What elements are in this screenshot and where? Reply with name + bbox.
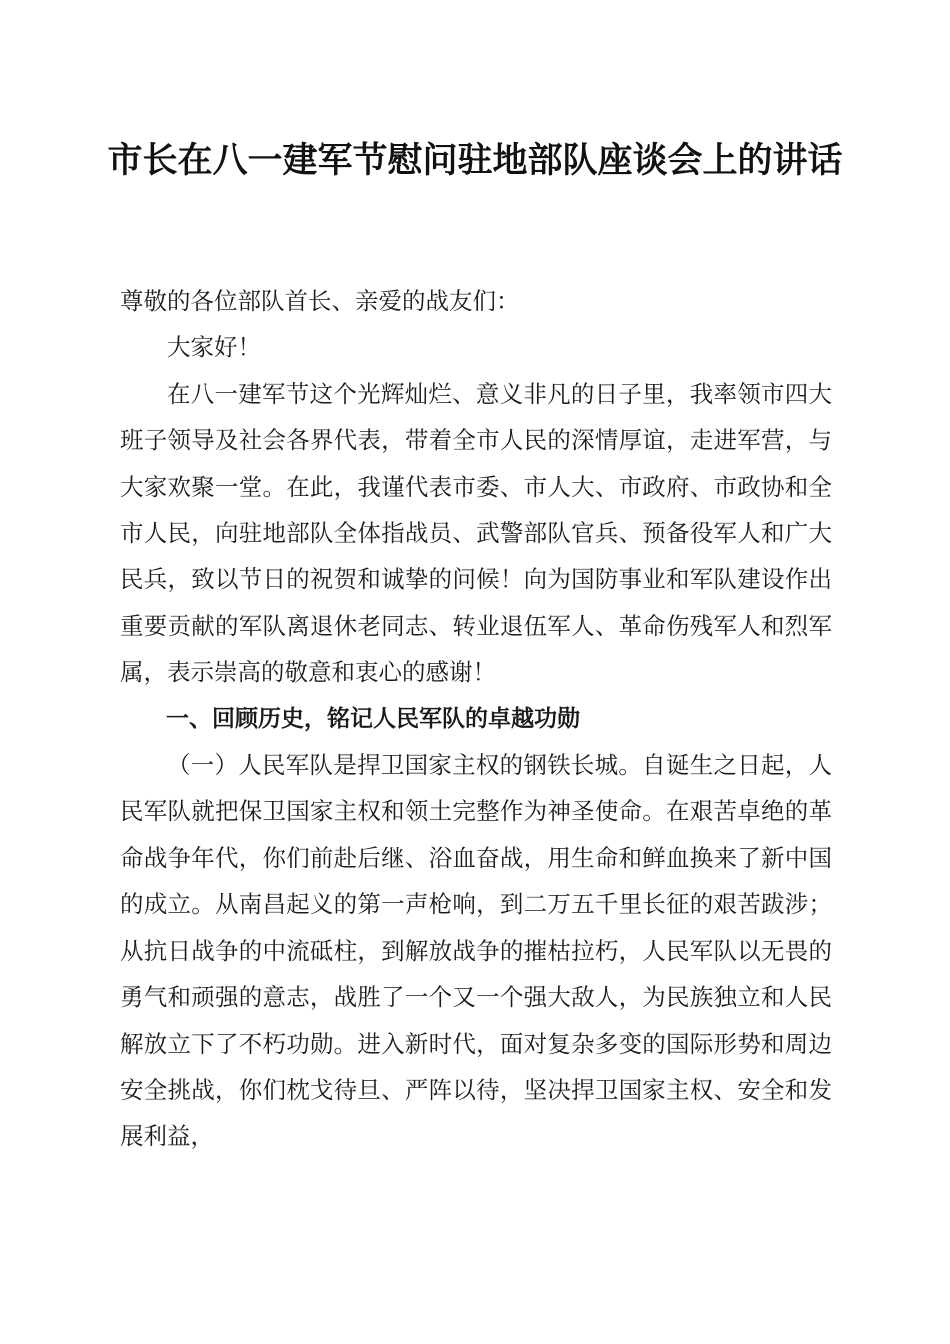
greeting: 大家好！ (167, 333, 261, 362)
paragraph-opening: 在八一建军节这个光辉灿烂、意义非凡的日子里，我率领市四大班子领导及社会各界代表，带着全市人民的深情厚谊，走进军营，与大家欢聚一堂。在此，我谨代表市委、市人大、市政府、市政协和全市人民，向驻地部队全体指战员、武警部队官兵、预备役军人和广大民兵，致以节日的祝贺和诚挚的问候！向为国防事业和军队建设作出重要贡献的军队离退休老同志、转业退伍军人、革命伤残军人和烈军属，表示崇高的敬意和衷心的感谢！ (120, 379, 832, 687)
salutation: 尊敬的各位部队首长、亲爱的战友们： (120, 287, 520, 315)
section-heading-1: 一、回顾历史，铭记人民军队的卓越功勋 (166, 705, 580, 732)
document-body (120, 278, 832, 1160)
document-title: 市长在八一建军节慰问驻地部队座谈会上的讲话 (107, 140, 843, 181)
paragraph-section-1-1: （一）人民军队是捍卫国家主权的钢铁长城。自诞生之日起，人民军队就把保卫国家主权和领土完整作为神圣使命。在艰苦卓绝的革命战争年代，你们前赴后继、浴血奋战，用生命和鲜血换来了新中国的成立。从南昌起义的第一声枪响，到二万五千里长征的艰苦跋涉；从抗日战争的中流砥柱，到解放战争的摧枯拉朽，人民军队以无畏的勇气和顽强的意志，战胜了一个又一个强大敌人，为民族独立和人民解放立下了不朽功勋。进入新时代，面对复杂多变的国际形势和周边安全挑战，你们枕戈待旦、严阵以待，坚决捍卫国家主权、安全和发展利益， (120, 751, 832, 1151)
